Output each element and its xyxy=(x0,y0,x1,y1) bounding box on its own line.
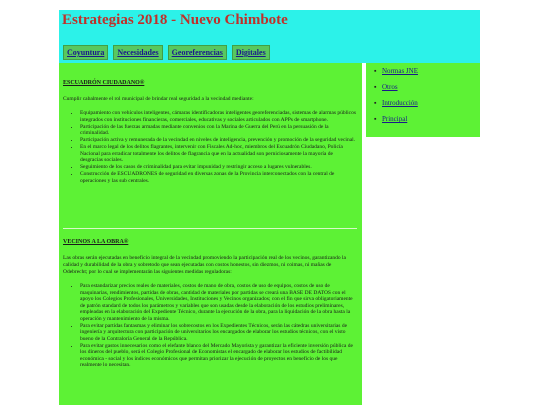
nav-necesidades[interactable]: Necesidades xyxy=(113,45,162,60)
sidebar-link-principal[interactable]: Principal xyxy=(382,115,408,123)
section-intro: Las obras serán ejecutadas en beneficio integral de la vecindad promoviendo la participación real de los vecinos, garantizando la calidad y durabilidad de la obra y sobretodo que sean ejecutadas con costos honestos, sin diezmos, ni coimas, ni mañas de Odebrecht; por lo cual se implementarán las siguientes medidas reguladoras: xyxy=(63,255,346,275)
main-content xyxy=(59,63,362,405)
sidebar-link-normas-jne[interactable]: Normas JNE xyxy=(382,67,418,75)
section-list xyxy=(63,110,357,184)
nav-digitales[interactable]: Digitales xyxy=(232,45,270,60)
list-item: • Equipamiento con vehículos inteligentes, cámaras identificadoras inteligentes georeferenciadas, sistemas de alarmas públicos integrados con instituciones financieras, comerciales, educativas y sociales articulados con APPs de smartphone. xyxy=(80,110,357,123)
list-item: • Para evitar gastos innecesarios como el elefante blanco del Mercado Mayorista y garantizar la eficiente inversión pública de los dineros del pueblo, será el Colegio Profesional de Economistas el encargado de elaborar los estudios de factibilidad económica - social y los índices económicos que permitan priorizar la ejecución de proyectos en beneficio de los que realmente lo necesitan. xyxy=(80,343,357,369)
sidebar-link-introduccion[interactable]: Introducción xyxy=(382,99,418,107)
sidebar-item xyxy=(374,99,480,107)
section-escuadron xyxy=(63,80,357,185)
site-title: Estrategias 2018 - Nuevo Chimbote xyxy=(62,12,288,28)
nav-georeferencias[interactable]: Georeferencias xyxy=(168,45,227,60)
sidebar-item xyxy=(374,67,480,75)
list-item: • Participación de las fuerzas armadas mediante convenios con la Marina de Guerra del Perú en la persuasión de la criminalidad. xyxy=(80,124,357,137)
section-intro: Cumplir cabalmente el rol municipal de brindar real seguridad a la vecindad mediante: xyxy=(63,96,254,102)
sidebar-list xyxy=(366,63,480,123)
list-item: • Seguimiento de los casos de criminalidad para evitar impunidad y restringir acceso a lugares vulnerables. xyxy=(80,164,357,171)
section-title: ESCUADRÓN CIUDADANO® xyxy=(63,80,145,86)
list-item: • Para estandarizar precios reales de materiales, costos de mano de obra, costos de uso de equipos, costos de uso de maquinarias, rendimientos, partidas de obras, cantidad de materiales por partidas se creará una BASE DE DATOS con el apoyo los Colegios Profesionales, Universidades, Instituciones y Vecinos organizados; con el fin que sirva obligatoriamente de patrón standard de todos los parámetros y variables que son usadas desde la elaboración de los estudios preliminares, empleadas en la elaboración del Expediente Técnico, durante la ejecución de la obra, para la liquidación de la obra hasta la operación y mantenimiento de la misma. xyxy=(80,283,357,322)
section-list xyxy=(63,283,357,369)
list-item: • Construcción de ESCUADRONES de seguridad en diversas zonas de la Provincia interconectados con la central de operaciones y las sub centrales. xyxy=(80,171,357,184)
section-title: VECINOS A LA OBRA® xyxy=(63,239,129,245)
header xyxy=(59,10,480,63)
sidebar-link-otros[interactable]: Otros xyxy=(382,83,398,91)
section-vecinos xyxy=(63,239,357,369)
sidebar xyxy=(366,63,480,137)
list-item: • Participación activa y remunerada de la vecindad en niveles de inteligencia, prevención y promoción de la seguridad vecinal. xyxy=(80,137,357,144)
nav-coyuntura[interactable]: Coyuntura xyxy=(63,45,108,60)
top-nav xyxy=(63,45,270,60)
sidebar-item xyxy=(374,83,480,91)
list-item: • Para evitar partidas fantasmas y eliminar los sobrecostos en los Expedientes Técnicos, serán las cátedras universitarias de ingeniería y arquitectura con participación de universitarios los encargados de elaborar los estudios técnicos, con el visto bueno de la Contraloría General de la República. xyxy=(80,323,357,343)
section-divider xyxy=(63,228,357,229)
list-item: • En el marco legal de los delitos flagrantes, intervenir con Fiscales Ad-hoc, miembros del Escuadrón Ciudadano, Policía Nacional para erradicar totalmente los delitos de flagrancia que en la actualidad son perniciosamente la mayoría de desgracias sociales. xyxy=(80,144,357,164)
sidebar-item xyxy=(374,115,480,123)
